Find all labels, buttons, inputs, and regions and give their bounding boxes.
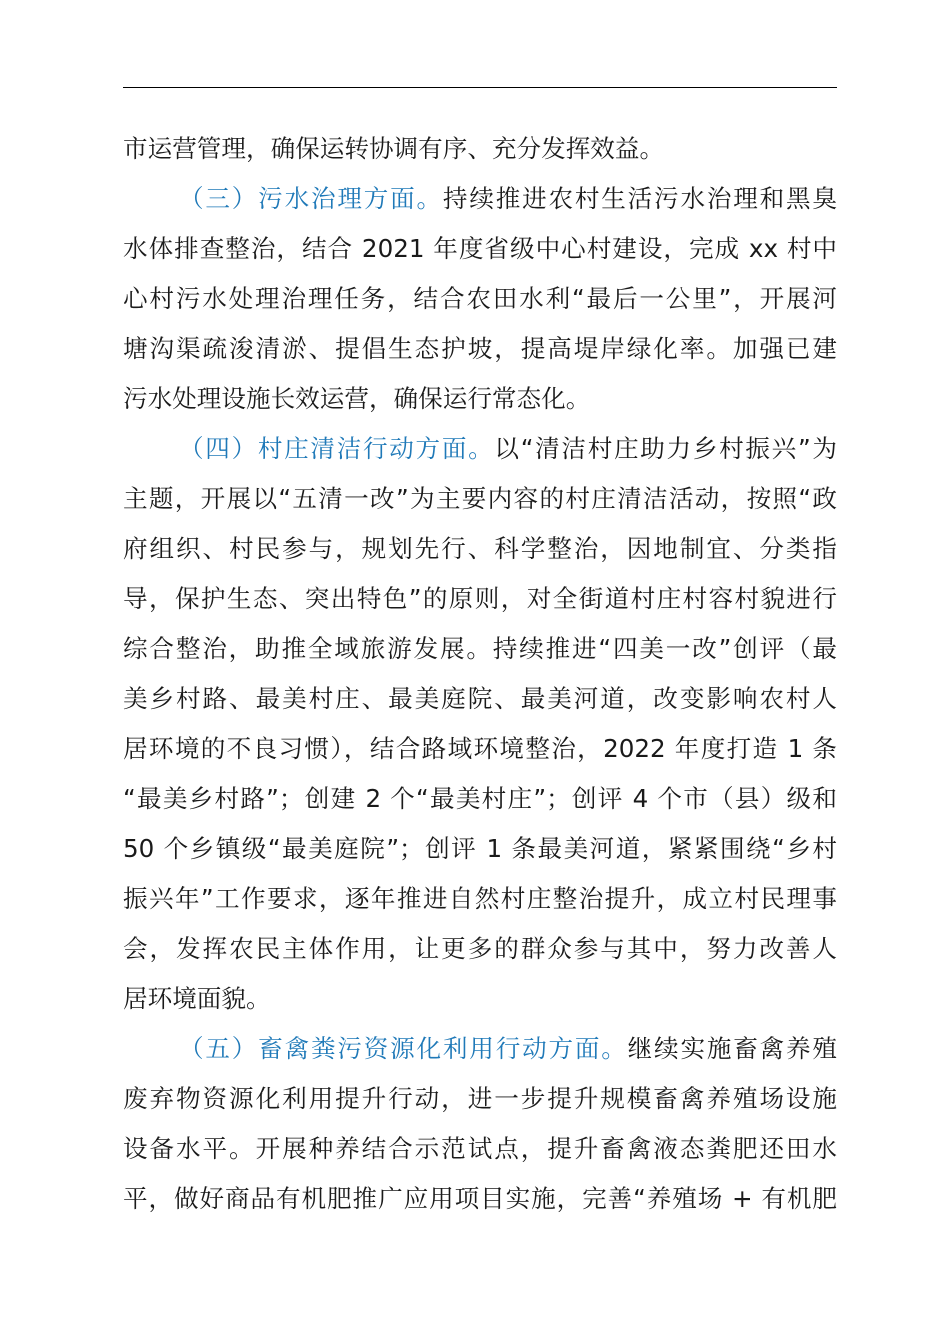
body-line: 导，保护生态、突出特色”的原则，对全街道村庄村容村貌进行: [123, 584, 837, 613]
body-line: 50 个乡镇级“最美庭院”；创评 1 条最美河道，紧紧围绕“乡村: [123, 834, 837, 863]
header-rule: [123, 87, 837, 88]
body-text: 以“清洁村庄助力乡村振兴”为: [494, 434, 837, 463]
body-line: “最美乡村路”；创建 2 个“最美村庄”；创评 4 个市（县）级和: [123, 784, 837, 813]
body-line: 主题，开展以“五清一改”为主要内容的村庄清洁活动，按照“政: [123, 484, 837, 513]
body-line: 市运营管理，确保运转协调有序、充分发挥效益。: [123, 134, 665, 163]
body-text: 持续推进农村生活污水治理和黑臭: [442, 184, 837, 213]
paragraph-first-line: [123, 1024, 837, 1074]
section-heading: （四）村庄清洁行动方面。: [179, 434, 495, 463]
body-line: 平，做好商品有机肥推广应用项目实施，完善“养殖场 + 有机肥: [123, 1184, 837, 1213]
body-line: 美乡村路、最美村庄、最美庭院、最美河道，改变影响农村人: [123, 684, 837, 713]
body-line: 心村污水处理治理任务，结合农田水利“最后一公里”，开展河: [123, 284, 837, 313]
body-line: 会，发挥农民主体作用，让更多的群众参与其中，努力改善人: [123, 934, 837, 963]
paragraph-first-line: [123, 174, 837, 224]
body-line: 居环境面貌。: [123, 984, 271, 1013]
body-line: 废弃物资源化利用提升行动，进一步提升规模畜禽养殖场设施: [123, 1084, 837, 1113]
section-heading: （五）畜禽粪污资源化利用行动方面。: [179, 1034, 628, 1063]
body-line: 水体排查整治，结合 2021 年度省级中心村建设，完成 xx 村中: [123, 234, 837, 263]
body-line: 污水处理设施长效运营，确保运行常态化。: [123, 384, 591, 413]
body-line: 综合整治，助推全域旅游发展。持续推进“四美一改”创评（最: [123, 634, 837, 663]
body-line: 塘沟渠疏浚清淤、提倡生态护坡，提高堤岸绿化率。加强已建: [123, 334, 837, 363]
body-line: 设备水平。开展种养结合示范试点，提升畜禽液态粪肥还田水: [123, 1134, 837, 1163]
document-body: [123, 124, 837, 1224]
body-text: 继续实施畜禽养殖: [627, 1034, 837, 1063]
paragraph-first-line: [123, 424, 837, 474]
body-line: 居环境的不良习惯），结合路域环境整治，2022 年度打造 1 条: [123, 734, 837, 763]
section-heading: （三）污水治理方面。: [179, 184, 443, 213]
body-line: 府组织、村民参与，规划先行、科学整治，因地制宜、分类指: [123, 534, 837, 563]
body-line: 振兴年”工作要求，逐年推进自然村庄整治提升，成立村民理事: [123, 884, 837, 913]
